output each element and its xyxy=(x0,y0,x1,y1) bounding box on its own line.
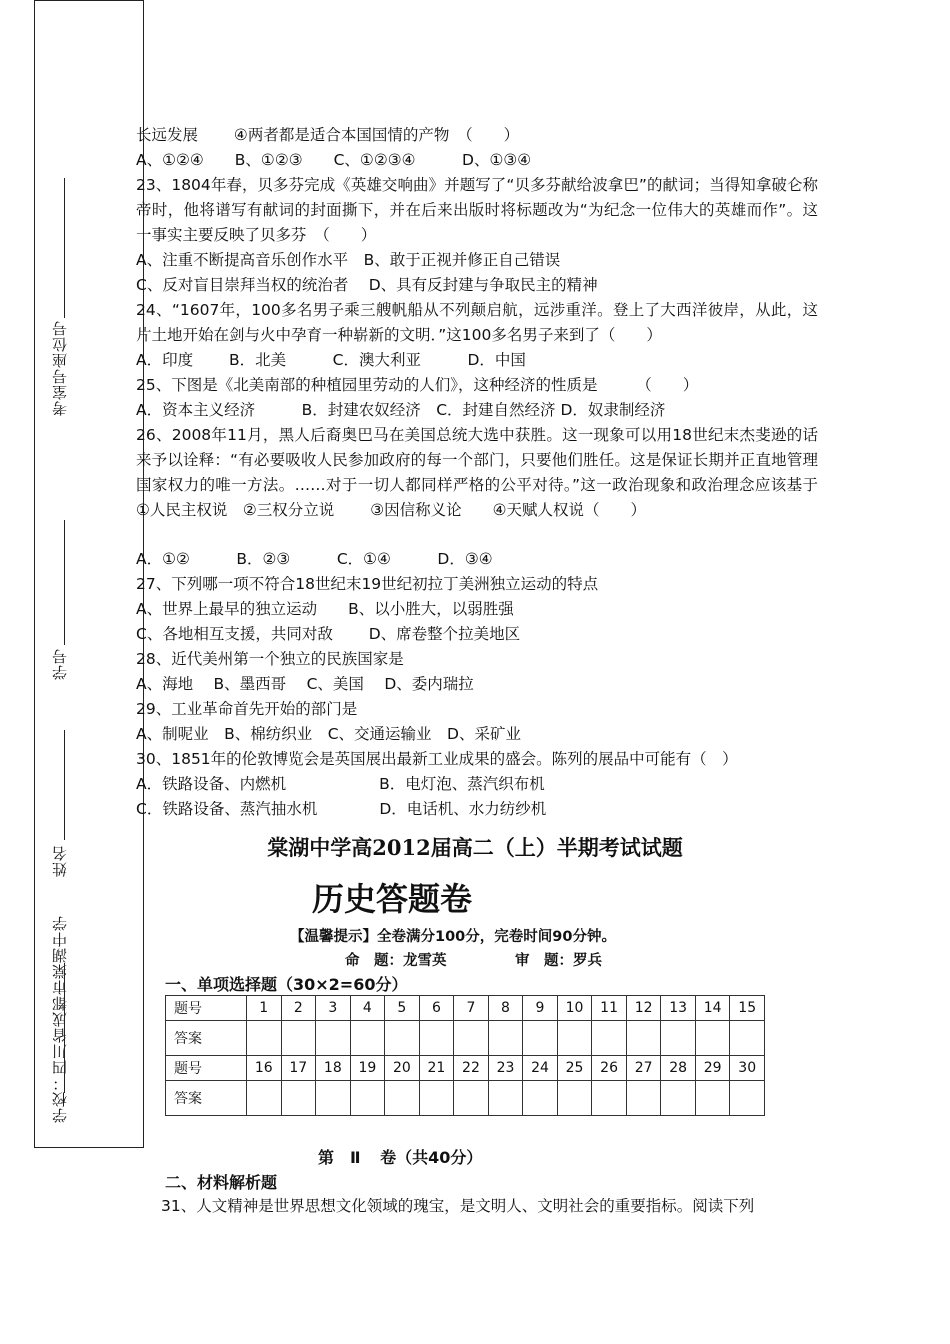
question-options: C、反对盲目崇拜当权的统治者 D、具有反封建与争取民主的精神 xyxy=(136,276,598,294)
question-options: C．铁路设备、蒸汽抽水机 D．电话机、水力纺纱机 xyxy=(136,800,547,818)
section-2-title: 二、材料解析题 xyxy=(165,1173,278,1192)
name-label: 姓名 xyxy=(51,845,69,877)
question-options: A．铁路设备、内燃机 B．电灯泡、蒸汽织布机 xyxy=(136,775,545,793)
question-29: 29、工业革命首先开始的部门是 xyxy=(136,700,358,718)
q-number: 21 xyxy=(419,1056,454,1081)
q-number: 28 xyxy=(661,1056,696,1081)
q-number: 29 xyxy=(695,1056,730,1081)
question-options: A、注重不断提高音乐创作水平 B、敢于正视并修正自己错误 xyxy=(136,251,561,269)
q-number: 3 xyxy=(316,996,351,1021)
q-number: 15 xyxy=(730,996,765,1021)
q-number: 23 xyxy=(488,1056,523,1081)
q-number: 10 xyxy=(557,996,592,1021)
seat-label: 考室号座位号 xyxy=(51,320,69,416)
answer-cell[interactable] xyxy=(592,1021,627,1056)
answer-cell[interactable] xyxy=(281,1021,316,1056)
answer-cell[interactable] xyxy=(730,1081,765,1116)
row-label: 答案 xyxy=(166,1021,247,1056)
q-number: 24 xyxy=(523,1056,558,1081)
answer-cell[interactable] xyxy=(419,1081,454,1116)
q-number: 4 xyxy=(350,996,385,1021)
answer-cell[interactable] xyxy=(385,1081,420,1116)
answer-cell[interactable] xyxy=(247,1021,282,1056)
answer-cell[interactable] xyxy=(557,1021,592,1056)
answer-cell[interactable] xyxy=(695,1021,730,1056)
answer-cell[interactable] xyxy=(488,1081,523,1116)
answer-cell[interactable] xyxy=(695,1081,730,1116)
question-options: A、制呢业 B、棉纺织业 C、交通运输业 D、采矿业 xyxy=(136,725,521,743)
q-number: 16 xyxy=(247,1056,282,1081)
q-number: 19 xyxy=(350,1056,385,1081)
answer-cell[interactable] xyxy=(385,1021,420,1056)
answer-cell[interactable] xyxy=(626,1081,661,1116)
q-number: 5 xyxy=(385,996,420,1021)
q-number: 11 xyxy=(592,996,627,1021)
q-number: 1 xyxy=(247,996,282,1021)
answer-cell[interactable] xyxy=(557,1081,592,1116)
answer-cell[interactable] xyxy=(523,1081,558,1116)
question-27: 27、下列哪一项不符合18世纪末19世纪初拉丁美洲独立运动的特点 xyxy=(136,575,599,593)
subject-title: 历史答题卷 xyxy=(312,880,473,918)
answer-cell[interactable] xyxy=(316,1021,351,1056)
question-options: A、海地 B、墨西哥 C、美国 D、委内瑞拉 xyxy=(136,675,474,693)
q-number: 9 xyxy=(523,996,558,1021)
answer-cell[interactable] xyxy=(454,1021,489,1056)
question-23: 23、1804年春，贝多芬完成《英雄交响曲》并题写了“贝多芬献给波拿巴”的献词；当得知拿破仑称帝时，他将谱写有献词的封面撕下，并在后来出版时将标题改为“为纪念一位伟大的英雄而作”。这一事实主要反映了贝多芬 （ ） xyxy=(136,176,818,244)
row-label: 题号 xyxy=(166,996,247,1021)
answer-cell[interactable] xyxy=(419,1021,454,1056)
answer-cell[interactable] xyxy=(626,1021,661,1056)
seat-underline xyxy=(64,178,65,318)
question-31: 31、人文精神是世界思想文化领域的瑰宝，是文明人、文明社会的重要指标。阅读下列 xyxy=(161,1197,755,1215)
answer-cell[interactable] xyxy=(661,1081,696,1116)
q-number: 13 xyxy=(661,996,696,1021)
school-underline xyxy=(64,963,65,1093)
answer-cell[interactable] xyxy=(281,1081,316,1116)
answer-cell[interactable] xyxy=(316,1081,351,1116)
question-options: A．资本主义经济 B．封建农奴经济 C．封建自然经济 D．奴隶制经济 xyxy=(136,401,666,419)
q-number: 26 xyxy=(592,1056,627,1081)
answer-cell[interactable] xyxy=(350,1081,385,1116)
q-number: 25 xyxy=(557,1056,592,1081)
q-number: 6 xyxy=(419,996,454,1021)
number-row xyxy=(166,1056,765,1081)
q-number: 17 xyxy=(281,1056,316,1081)
author: 命 题：龙雪英 xyxy=(345,953,447,969)
answer-cell[interactable] xyxy=(247,1081,282,1116)
question-25: 25、下图是《北美南部的种植园里劳动的人们》，这种经济的性质是 （ ） xyxy=(136,376,699,394)
q-number: 27 xyxy=(626,1056,661,1081)
q-number: 8 xyxy=(488,996,523,1021)
q-number: 20 xyxy=(385,1056,420,1081)
answer-grid xyxy=(165,995,765,1116)
question-options: A．印度 B．北美 C．澳大利亚 D．中国 xyxy=(136,351,526,369)
question-line: 长远发展 ④两者都是适合本国国情的产物 （ ） xyxy=(136,126,520,144)
q-number: 30 xyxy=(730,1056,765,1081)
q-number: 18 xyxy=(316,1056,351,1081)
question-options: C、各地相互支援，共同对敌 D、席卷整个拉美地区 xyxy=(136,625,521,643)
q-number: 7 xyxy=(454,996,489,1021)
q-number: 14 xyxy=(695,996,730,1021)
part-2-title: 第 Ⅱ 卷（共40分） xyxy=(318,1148,483,1167)
answer-cell[interactable] xyxy=(661,1021,696,1056)
q-number: 22 xyxy=(454,1056,489,1081)
answer-cell[interactable] xyxy=(454,1081,489,1116)
question-options: A、①②④ B、①②③ C、①②③④ D、①③④ xyxy=(136,151,532,169)
number-row xyxy=(166,996,765,1021)
q-number: 2 xyxy=(281,996,316,1021)
number-label: 学号 xyxy=(51,648,69,680)
question-24: 24、“1607年，100多名男子乘三艘帆船从不列颠启航，远涉重洋。登上了大西洋彼岸，从此，这片土地开始在剑与火中孕育一种崭新的文明．”这100多名男子来到了（ ） xyxy=(136,301,818,344)
answer-cell[interactable] xyxy=(523,1021,558,1056)
school-label: 学校：四川省成都市棠湖中学 xyxy=(51,915,69,1123)
name-underline xyxy=(64,730,65,840)
row-label: 题号 xyxy=(166,1056,247,1081)
question-28: 28、近代美州第一个独立的民族国家是 xyxy=(136,650,404,668)
answer-cell[interactable] xyxy=(730,1021,765,1056)
section-1-title: 一、单项选择题（30×2=60分） xyxy=(165,975,408,994)
question-26: 26、2008年11月，黑人后裔奥巴马在美国总统大选中获胜。这一现象可以用18世纪末杰斐逊的话来予以诠释：“有必要吸收人民参加政府的每一个部门，只要他们胜任。这是保证长期并正直地管理国家权力的唯一方法。……对于一切人都同样严格的公平对待。”这一政治现象和政治理念应该基于 ①人民主权说 ②三权分立说 ③因信称义论 ④天赋人权说（ ） xyxy=(136,426,818,519)
question-30: 30、1851年的伦敦博览会是英国展出最新工业成果的盛会。陈列的展品中可能有（ ） xyxy=(136,750,738,768)
row-label: 答案 xyxy=(166,1081,247,1116)
answer-cell[interactable] xyxy=(592,1081,627,1116)
answer-row xyxy=(166,1021,765,1056)
answer-cell[interactable] xyxy=(488,1021,523,1056)
answer-cell[interactable] xyxy=(350,1021,385,1056)
tip-text: 【温馨提示】全卷满分100分，完卷时间90分钟。 xyxy=(290,929,616,945)
reviewer: 审 题：罗兵 xyxy=(515,953,602,969)
answer-row xyxy=(166,1081,765,1116)
question-options: A、世界上最早的独立运动 B、以小胜大，以弱胜强 xyxy=(136,600,514,618)
number-underline xyxy=(64,520,65,645)
q-number: 12 xyxy=(626,996,661,1021)
question-options: A．①② B．②③ C．①④ D．③④ xyxy=(136,550,493,568)
school-title: 棠湖中学高2012届高二（上）半期考试试题 xyxy=(267,835,683,860)
